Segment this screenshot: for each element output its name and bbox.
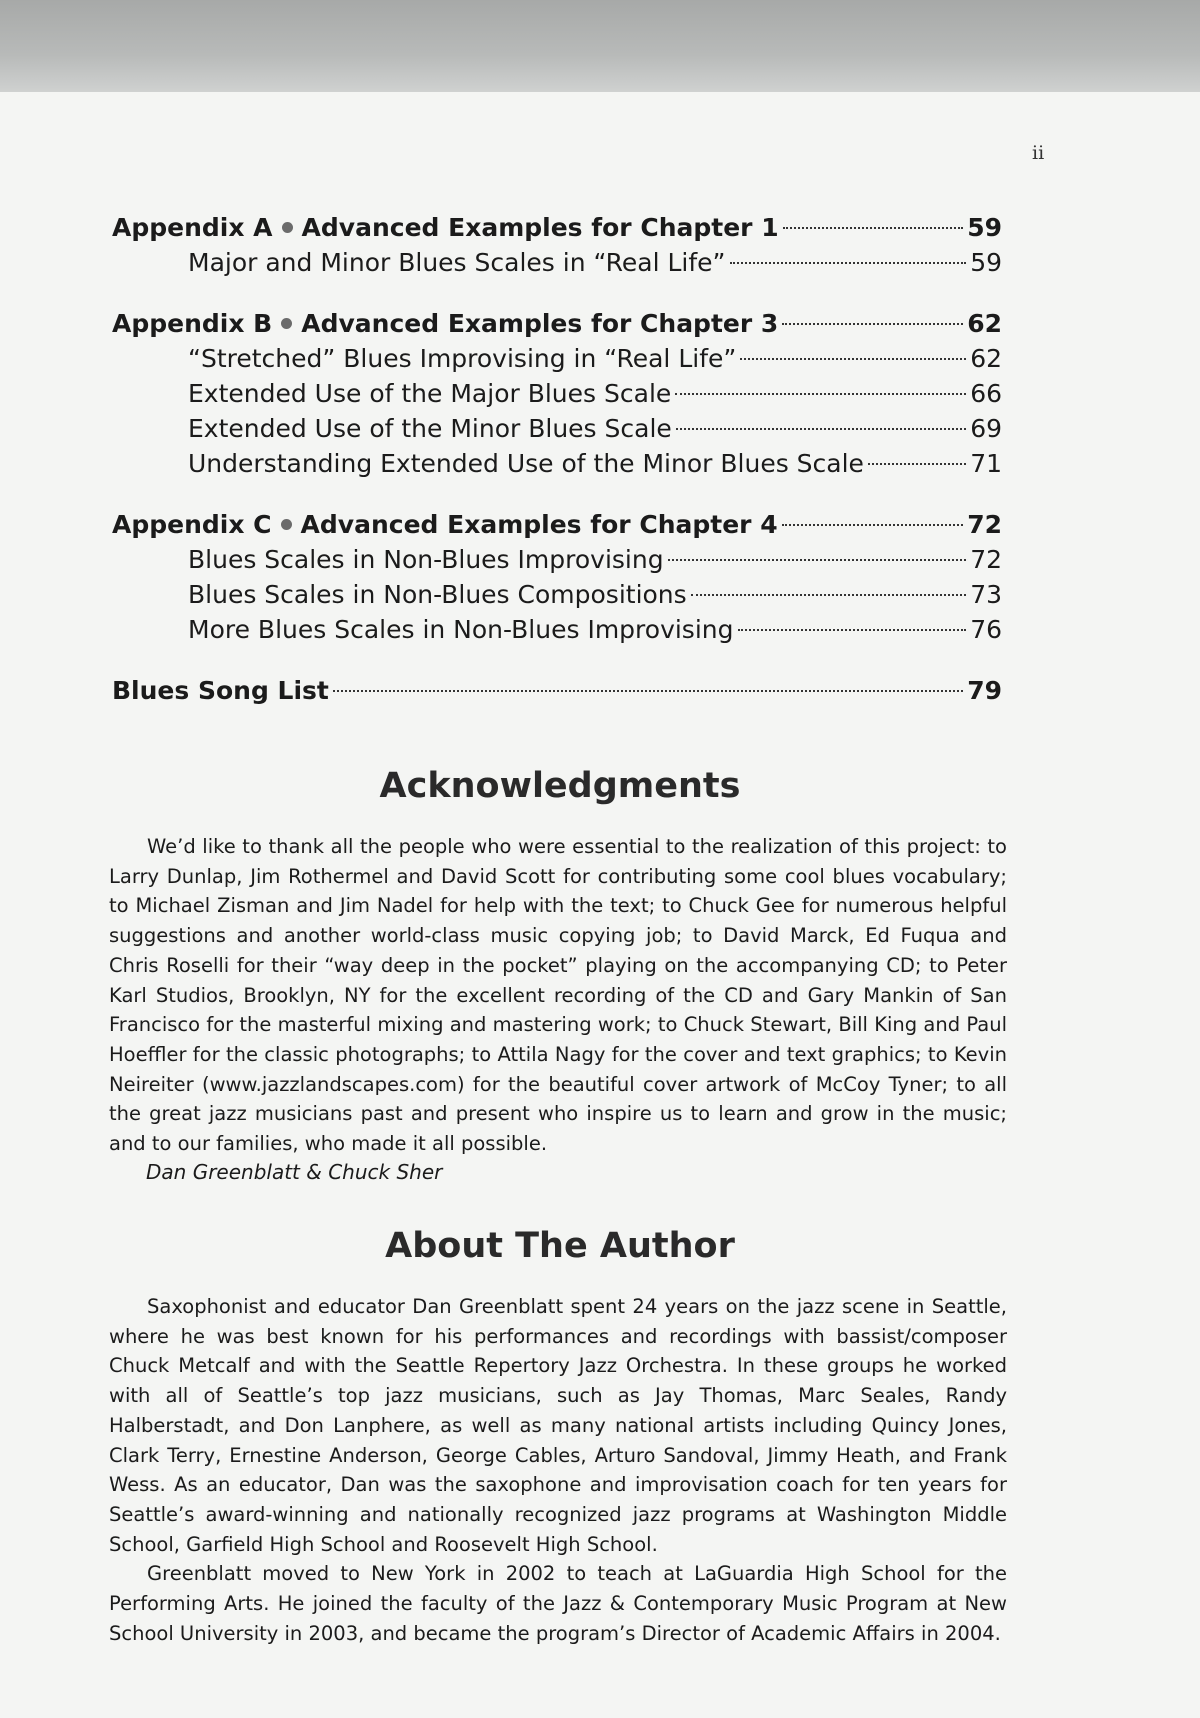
dot-leader bbox=[730, 262, 967, 264]
toc-subentry[interactable] bbox=[112, 245, 1002, 280]
acknowledgments-text bbox=[109, 832, 1007, 1159]
dot-leader bbox=[868, 463, 966, 465]
table-of-contents bbox=[112, 210, 1002, 734]
toc-label: Appendix C bbox=[112, 510, 272, 539]
toc-subentry[interactable] bbox=[112, 341, 1002, 376]
toc-subentry-title: More Blues Scales in Non-Blues Improvising bbox=[188, 615, 734, 644]
toc-subentry[interactable] bbox=[112, 411, 1002, 446]
toc-page-number: 66 bbox=[970, 379, 1002, 408]
toc-subentry-title: Blues Scales in Non-Blues Compositions bbox=[188, 580, 687, 609]
toc-page-number: 59 bbox=[967, 213, 1002, 242]
toc-subentry[interactable] bbox=[112, 446, 1002, 481]
dot-leader bbox=[738, 629, 967, 631]
toc-subentry[interactable] bbox=[112, 542, 1002, 577]
toc-subentry[interactable] bbox=[112, 376, 1002, 411]
dot-leader bbox=[333, 690, 963, 692]
toc-subentry[interactable] bbox=[112, 577, 1002, 612]
toc-label: Appendix B bbox=[112, 309, 273, 338]
about-author-text bbox=[109, 1292, 1007, 1648]
toc-page-number: 62 bbox=[970, 344, 1002, 373]
toc-subentry-title: “Stretched” Blues Improvising in “Real Life” bbox=[188, 344, 737, 373]
about-author-heading: About The Author bbox=[385, 1226, 735, 1266]
toc-title: Advanced Examples for Chapter 1 bbox=[301, 213, 779, 242]
toc-section-song-list bbox=[112, 673, 1002, 708]
toc-subentry[interactable] bbox=[112, 612, 1002, 647]
toc-section-appendix-a bbox=[112, 210, 1002, 280]
dot-leader bbox=[691, 594, 967, 596]
toc-label: Appendix A bbox=[112, 213, 273, 242]
toc-page-number: 76 bbox=[970, 615, 1002, 644]
toc-page-number: 73 bbox=[970, 580, 1002, 609]
toc-page-number: 69 bbox=[970, 414, 1002, 443]
bullet-icon bbox=[281, 318, 292, 329]
toc-section-appendix-c bbox=[112, 507, 1002, 647]
toc-title: Advanced Examples for Chapter 3 bbox=[301, 309, 779, 338]
dot-leader bbox=[783, 227, 964, 229]
bullet-icon bbox=[282, 222, 293, 233]
toc-subentry-title: Understanding Extended Use of the Minor Blues Scale bbox=[188, 449, 864, 478]
dot-leader bbox=[675, 393, 966, 395]
toc-entry[interactable] bbox=[112, 306, 1002, 341]
toc-entry[interactable] bbox=[112, 507, 1002, 542]
toc-page-number: 72 bbox=[970, 545, 1002, 574]
toc-page-number: 79 bbox=[967, 676, 1002, 705]
dot-leader bbox=[782, 524, 964, 526]
toc-entry[interactable] bbox=[112, 210, 1002, 245]
bullet-icon bbox=[281, 519, 292, 530]
dot-leader bbox=[740, 358, 966, 360]
toc-title: Advanced Examples for Chapter 4 bbox=[300, 510, 778, 539]
about-paragraph: Greenblatt moved to New York in 2002 to teach at LaGuardia High School for the Performing Arts. He joined the faculty of the Jazz & Contemporary Music Program at New School University in 2003, and became the program’s Director of Academic Affairs in 2004. bbox=[109, 1562, 1007, 1645]
toc-page-number: 59 bbox=[970, 248, 1002, 277]
toc-page-number: 71 bbox=[970, 449, 1002, 478]
toc-subentry-title: Blues Scales in Non-Blues Improvising bbox=[188, 545, 664, 574]
toc-subentry-title: Major and Minor Blues Scales in “Real Life” bbox=[188, 248, 726, 277]
acknowledgments-signature: Dan Greenblatt & Chuck Sher bbox=[146, 1160, 443, 1184]
dot-leader bbox=[782, 323, 963, 325]
dot-leader bbox=[676, 428, 966, 430]
toc-label: Blues Song List bbox=[112, 676, 329, 705]
dot-leader bbox=[668, 559, 967, 561]
toc-subentry-title: Extended Use of the Major Blues Scale bbox=[188, 379, 672, 408]
toc-page-number: 72 bbox=[967, 510, 1002, 539]
about-paragraph: Saxophonist and educator Dan Greenblatt spent 24 years on the jazz scene in Seattle, where he was best known for his performances and recordings with bassist/composer Chuck Metcalf and with the Seattle Repertory Jazz Orchestra. In these groups he worked with all of Seattle’s top jazz musicians, such as Jay Thomas, Marc Seales, Randy Halberstadt, and Don Lanphere, as well as many national artists including Quincy Jones, Clark Terry, Ernestine Anderson, George Cables, Arturo Sandoval, Jimmy Heath, and Frank Wess. As an educator, Dan was the saxophone and improvisation coach for ten years for Seattle’s award-winning and nationally recognized jazz programs at Washington Middle School, Garfield High School and Roosevelt High School. bbox=[109, 1295, 1007, 1556]
toc-subentry-title: Extended Use of the Minor Blues Scale bbox=[188, 414, 672, 443]
acknowledgments-paragraph: We’d like to thank all the people who were essential to the realization of this project: to Larry Dunlap, Jim Rothermel and David Scott for contributing some cool blues vocabulary; to Michael Zisman and Jim Nadel for help with the text; to Chuck Gee for numerous helpful suggestions and another world-class music copying job; to David Marck, Ed Fuqua and Chris Roselli for their “way deep in the pocket” playing on the accompanying CD; to Peter Karl Studios, Brooklyn, NY for the excellent recording of the CD and Gary Mankin of San Francisco for the masterful mixing and mastering work; to Chuck Stewart, Bill King and Paul Hoeffler for the classic photographs; to Attila Nagy for the cover and text graphics; to Kevin Neireiter (www.jazzlandscapes.com) for the beautiful cover artwork of McCoy Tyner; to all the great jazz musicians past and present who inspire us to learn and grow in the music; and to our families, who made it all possible. bbox=[109, 835, 1007, 1156]
toc-page-number: 62 bbox=[967, 309, 1002, 338]
scan-shadow bbox=[0, 0, 1200, 92]
toc-section-appendix-b bbox=[112, 306, 1002, 481]
toc-entry[interactable] bbox=[112, 673, 1002, 708]
acknowledgments-heading: Acknowledgments bbox=[379, 766, 741, 806]
page-number: ii bbox=[1032, 142, 1045, 164]
